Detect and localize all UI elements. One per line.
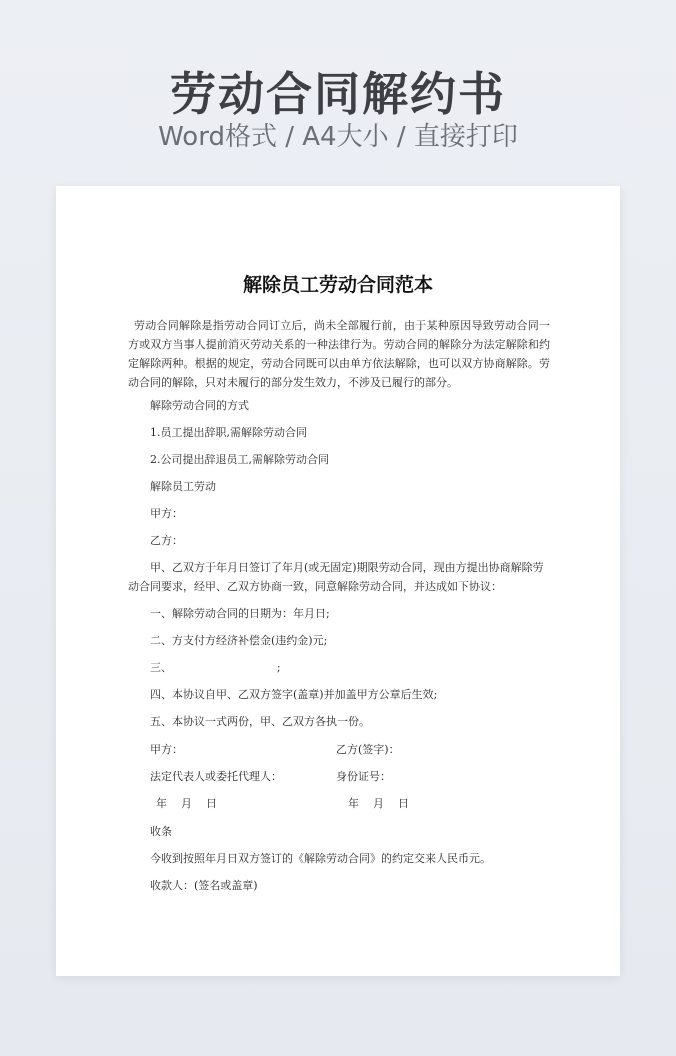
methods-heading: 解除劳动合同的方式 bbox=[150, 399, 249, 412]
banner-subtitle: Word格式 / A4大小 / 直接打印 bbox=[158, 122, 518, 152]
payee-label: 收款人：(签名或盖章) bbox=[150, 879, 258, 892]
clause-1: 一、解除劳动合同的日期为：年月日; bbox=[150, 607, 330, 620]
receipt-heading: 收条 bbox=[150, 825, 172, 838]
section-heading: 解除员工劳动 bbox=[150, 480, 216, 493]
intro-paragraph: 劳动合同解除是指劳动合同订立后，尚未全部履行前，由于某种原因导致劳动合同一方或双方当事人提前消灭劳动关系的一种法律行为。劳动合同的解除分为法定解除和约定解除两种。根据的规定，劳动合同既可以由单方依法解除，也可以双方协商解除。劳动合同的解除，只对未履行的部分发生效力，不涉及已履行的部分。 bbox=[128, 319, 550, 389]
method-item-2: 2.公司提出辞退员工,需解除劳动合同 bbox=[150, 453, 329, 466]
date-right: 年 月 日 bbox=[348, 797, 409, 810]
party-b-label: 乙方： bbox=[150, 534, 183, 547]
method-item-1: 1.员工提出辞职,需解除劳动合同 bbox=[150, 426, 307, 439]
legal-representative-label: 法定代表人或委托代理人： bbox=[150, 770, 282, 783]
clause-5: 五、本协议一式两份，甲、乙双方各执一份。 bbox=[150, 715, 370, 728]
clause-3: 三、 ; bbox=[150, 661, 281, 674]
clause-2: 二、方支付方经济补偿金(违约金)元; bbox=[150, 634, 328, 647]
document-page bbox=[56, 186, 620, 976]
id-number-label: 身份证号： bbox=[336, 770, 391, 783]
party-a-label: 甲方： bbox=[150, 507, 183, 520]
clause-4: 四、本协议自甲、乙双方签字(盖章)并加盖甲方公章后生效; bbox=[150, 688, 438, 701]
signature-party-a: 甲方： bbox=[150, 743, 183, 756]
signature-party-b: 乙方(签字)： bbox=[336, 743, 400, 756]
banner-title: 劳动合同解约书 bbox=[170, 67, 506, 121]
receipt-text: 今收到按照年月日双方签订的《解除劳动合同》的约定交来人民币元。 bbox=[150, 852, 491, 865]
document-title: 解除员工劳动合同范本 bbox=[242, 274, 433, 296]
date-left: 年 月 日 bbox=[156, 797, 217, 810]
agreement-paragraph: 甲、乙双方于年月日签订了年月(或无固定)期限劳动合同，现由方提出协商解除劳动合同要求，经甲、乙双方协商一致，同意解除劳动合同，并达成如下协议： bbox=[128, 561, 544, 593]
